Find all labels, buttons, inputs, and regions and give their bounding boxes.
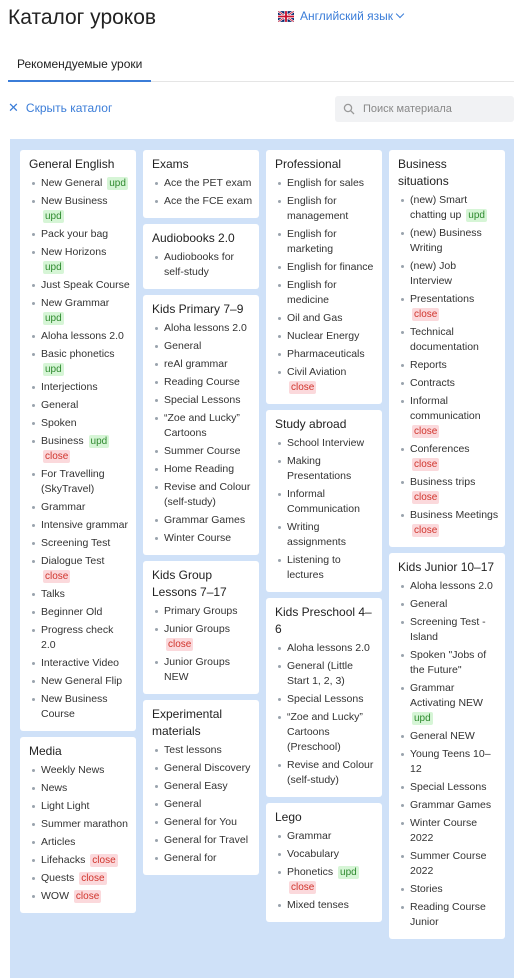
lesson-label: Beginner Old — [41, 606, 103, 618]
lesson-label: Winter Course 2022 — [410, 817, 478, 844]
lesson-label: Quests — [41, 872, 75, 884]
category-card — [389, 150, 505, 547]
lesson-item[interactable] — [398, 226, 499, 256]
lesson-label: School Interview — [287, 437, 365, 449]
lesson-label: Summer Course 2022 — [410, 850, 487, 877]
lesson-list — [29, 176, 130, 722]
lesson-item[interactable] — [275, 641, 376, 656]
lesson-label: Reading Course Junior — [410, 901, 486, 928]
close-badge: close — [92, 855, 116, 866]
lesson-item[interactable] — [29, 296, 130, 326]
lesson-item[interactable] — [275, 659, 376, 689]
lesson-item[interactable] — [275, 227, 376, 257]
lesson-item[interactable] — [275, 847, 376, 862]
lesson-item[interactable] — [152, 250, 253, 280]
lesson-item[interactable] — [29, 554, 130, 584]
lesson-label: English for marketing — [287, 228, 337, 255]
lesson-item[interactable] — [398, 292, 499, 322]
lesson-item[interactable] — [152, 375, 253, 390]
catalog-toolbar — [8, 96, 514, 124]
lesson-label: WOW — [41, 890, 69, 902]
lesson-item[interactable] — [398, 882, 499, 897]
lesson-item[interactable] — [275, 692, 376, 707]
close-badge: close — [291, 382, 315, 393]
lesson-item[interactable] — [398, 508, 499, 538]
lesson-label: General (Little Start 1, 2, 3) — [287, 660, 353, 687]
lesson-label: Civil Aviation — [287, 366, 347, 378]
lesson-item[interactable] — [275, 176, 376, 191]
close-badge: close — [414, 525, 438, 536]
lesson-item[interactable] — [152, 622, 253, 652]
lesson-item[interactable] — [152, 357, 253, 372]
lesson-label: Articles — [41, 836, 76, 848]
lesson-item[interactable] — [152, 393, 253, 408]
page-title: Каталог уроков — [8, 6, 157, 29]
lesson-item[interactable] — [398, 798, 499, 813]
category-title: Kids Preschool 4–6 — [275, 605, 372, 636]
lesson-list — [29, 763, 130, 904]
lesson-label: Informal communication — [410, 395, 481, 422]
lesson-item[interactable] — [152, 321, 253, 336]
lesson-item[interactable] — [152, 779, 253, 794]
lesson-item[interactable] — [152, 176, 253, 191]
lesson-item[interactable] — [152, 761, 253, 776]
lesson-item[interactable] — [152, 851, 253, 866]
lesson-item[interactable] — [29, 467, 130, 497]
upd-badge: upd — [414, 713, 431, 724]
category-title: Kids Junior 10–17 — [398, 560, 495, 574]
lesson-item[interactable] — [29, 656, 130, 671]
lesson-item[interactable] — [275, 278, 376, 308]
lesson-item[interactable] — [152, 743, 253, 758]
lesson-item[interactable] — [29, 835, 130, 850]
lesson-item[interactable] — [152, 462, 253, 477]
lesson-label: Aloha lessons 2.0 — [287, 642, 370, 654]
tab-recommended-lessons[interactable]: Рекомендуемые уроки — [8, 48, 151, 82]
lesson-item[interactable] — [275, 194, 376, 224]
lesson-label: Reading Course — [164, 376, 240, 388]
upd-badge: upd — [45, 262, 62, 273]
lesson-item[interactable] — [29, 194, 130, 224]
lesson-item[interactable] — [398, 193, 499, 223]
lesson-label: “Zoe and Lucky” Cartoons — [164, 412, 240, 439]
lesson-label: Ace the PET exam — [164, 177, 252, 189]
lesson-item[interactable] — [29, 853, 130, 868]
lesson-label: General NEW — [410, 730, 475, 742]
page-header — [8, 6, 508, 36]
lesson-item[interactable] — [29, 781, 130, 796]
close-badge: close — [45, 571, 69, 582]
lesson-item[interactable] — [29, 799, 130, 814]
lesson-label: Technical documentation — [410, 326, 479, 353]
lesson-label: Presentations — [410, 293, 475, 305]
lesson-list — [275, 436, 376, 583]
lesson-label: Spoken "Jobs of the Future" — [410, 649, 487, 676]
uk-flag-icon — [278, 11, 294, 22]
lesson-item[interactable] — [29, 380, 130, 395]
category-title: Media — [29, 744, 62, 758]
lesson-label: General for — [164, 852, 217, 864]
lesson-item[interactable] — [275, 520, 376, 550]
lesson-item[interactable] — [275, 487, 376, 517]
lesson-item[interactable] — [29, 500, 130, 515]
search-box — [335, 96, 514, 122]
lesson-item[interactable] — [152, 513, 253, 528]
lesson-item[interactable] — [398, 648, 499, 678]
lesson-label: “Zoe and Lucky” Cartoons (Preschool) — [287, 711, 363, 753]
lesson-label: Aloha lessons 2.0 — [41, 330, 124, 342]
lesson-label: General — [41, 399, 79, 411]
upd-badge: upd — [45, 313, 62, 324]
lesson-item[interactable] — [152, 444, 253, 459]
lesson-label: Ace the FCE exam — [164, 195, 253, 207]
lesson-label: Lifehacks — [41, 854, 86, 866]
close-badge: close — [414, 309, 438, 320]
search-icon — [343, 103, 355, 115]
lesson-item[interactable] — [398, 615, 499, 645]
lesson-label: General — [164, 798, 202, 810]
category-card — [143, 224, 259, 289]
lesson-item[interactable] — [398, 325, 499, 355]
lesson-label: (new) Smart chatting up — [410, 194, 468, 221]
lesson-label: (new) Business Writing — [410, 227, 482, 254]
category-card — [20, 737, 136, 913]
category-card — [266, 410, 382, 592]
hide-catalog-label: Скрыть каталог — [25, 101, 113, 115]
lesson-item[interactable] — [398, 681, 499, 726]
lesson-item[interactable] — [29, 329, 130, 344]
lesson-label: Junior Groups NEW — [164, 656, 230, 683]
lesson-label: reAl grammar — [164, 358, 228, 370]
upd-badge: upd — [109, 178, 126, 189]
close-badge: close — [168, 639, 192, 650]
lesson-label: New Business — [41, 195, 108, 207]
category-card — [389, 553, 505, 939]
lesson-list — [398, 579, 499, 930]
category-title: Professional — [275, 157, 342, 171]
upd-badge: upd — [45, 364, 62, 375]
category-card — [143, 561, 259, 694]
lesson-item[interactable] — [29, 176, 130, 191]
lesson-label: Nuclear Energy — [287, 330, 360, 342]
lesson-label: Special Lessons — [287, 693, 364, 705]
lesson-item[interactable] — [398, 259, 499, 289]
lesson-item[interactable] — [398, 747, 499, 777]
close-badge: close — [75, 891, 100, 902]
lesson-label: Spoken — [41, 417, 77, 429]
lesson-label: Grammar Games — [164, 514, 246, 526]
lesson-label: Pack your bag — [41, 228, 109, 240]
category-title: Experimental materials — [152, 707, 223, 738]
lesson-item[interactable] — [275, 365, 376, 395]
lesson-label: Screening Test - Island — [410, 616, 486, 643]
lesson-list — [152, 176, 253, 209]
lesson-item[interactable] — [275, 865, 376, 895]
lesson-item[interactable] — [29, 245, 130, 275]
lesson-label: Aloha lessons 2.0 — [410, 580, 493, 592]
lesson-item[interactable] — [29, 416, 130, 431]
language-selector[interactable] — [278, 9, 403, 23]
chevron-down-icon — [396, 10, 404, 18]
lesson-label: Grammar — [41, 501, 86, 513]
lesson-item[interactable] — [29, 347, 130, 377]
lesson-item[interactable] — [398, 597, 499, 612]
lesson-label: Mixed tenses — [287, 899, 349, 911]
lesson-item[interactable] — [398, 849, 499, 879]
catalog-column — [20, 150, 136, 919]
lesson-item[interactable] — [398, 729, 499, 744]
lesson-label: General for Travel — [164, 834, 249, 846]
lesson-item[interactable] — [29, 871, 130, 886]
lesson-item[interactable] — [29, 587, 130, 602]
lesson-label: For Travelling (SkyTravel) — [41, 468, 105, 495]
lesson-item[interactable] — [152, 655, 253, 685]
category-title: Kids Group Lessons 7–17 — [152, 568, 227, 599]
category-title: Exams — [152, 157, 189, 171]
lesson-label: Progress check 2.0 — [41, 624, 114, 651]
lesson-item[interactable] — [152, 531, 253, 546]
lesson-item[interactable] — [29, 536, 130, 551]
category-title: Kids Primary 7–9 — [152, 302, 244, 316]
lesson-label: English for finance — [287, 261, 374, 273]
lesson-label: General Easy — [164, 780, 228, 792]
lesson-item[interactable] — [29, 398, 130, 413]
upd-badge: upd — [468, 210, 485, 221]
lesson-label: Informal Communication — [287, 488, 360, 515]
lesson-label: New Business Course — [41, 693, 108, 720]
lesson-list — [152, 250, 253, 280]
lesson-item[interactable] — [29, 434, 130, 464]
category-card — [143, 700, 259, 875]
lesson-item[interactable] — [275, 436, 376, 451]
lesson-label: Intensive grammar — [41, 519, 128, 531]
upd-badge: upd — [90, 436, 108, 447]
lesson-item[interactable] — [275, 260, 376, 275]
lesson-label: New General Flip — [41, 675, 123, 687]
lesson-item[interactable] — [275, 553, 376, 583]
lesson-item[interactable] — [29, 692, 130, 722]
lesson-label: General for You — [164, 816, 237, 828]
lesson-label: Making Presentations — [287, 455, 352, 482]
lesson-item[interactable] — [152, 797, 253, 812]
catalog-column — [143, 150, 259, 881]
lesson-item[interactable] — [398, 376, 499, 391]
lesson-label: Special Lessons — [164, 394, 241, 406]
lesson-label: Oil and Gas — [287, 312, 343, 324]
category-card — [20, 150, 136, 731]
close-badge: close — [414, 459, 438, 470]
category-title: Audiobooks 2.0 — [152, 231, 235, 245]
lesson-item[interactable] — [29, 278, 130, 293]
lesson-item[interactable] — [29, 763, 130, 778]
lesson-label: Business Meetings — [410, 509, 499, 521]
lesson-list — [398, 193, 499, 538]
lesson-label: Interjections — [41, 381, 98, 393]
lesson-label: Stories — [410, 883, 443, 895]
lesson-item[interactable] — [152, 815, 253, 830]
category-card — [143, 295, 259, 555]
category-title: Business situations — [398, 157, 449, 188]
lesson-label: Summer Course — [164, 445, 241, 457]
category-card — [266, 803, 382, 922]
lesson-label: Junior Groups — [164, 623, 230, 635]
lesson-label: Revise and Colour (self-study) — [164, 481, 251, 508]
lesson-label: News — [41, 782, 68, 794]
lesson-label: Writing assignments — [287, 521, 346, 548]
lesson-label: Aloha lessons 2.0 — [164, 322, 247, 334]
lesson-label: General Discovery — [164, 762, 251, 774]
lesson-item[interactable] — [398, 475, 499, 505]
close-badge: close — [45, 451, 69, 462]
lesson-label: Interactive Video — [41, 657, 120, 669]
lesson-list — [275, 641, 376, 788]
tab-bar — [8, 48, 514, 82]
lesson-list — [152, 321, 253, 546]
lesson-label: English for medicine — [287, 279, 337, 306]
lesson-item[interactable] — [275, 758, 376, 788]
catalog-column — [266, 150, 382, 928]
hide-catalog-button[interactable] — [8, 100, 112, 116]
lesson-item[interactable] — [152, 480, 253, 510]
lesson-item[interactable] — [29, 623, 130, 653]
lesson-label: Talks — [41, 588, 65, 600]
lesson-item[interactable] — [398, 442, 499, 472]
lesson-item[interactable] — [29, 889, 130, 904]
lesson-item[interactable] — [398, 579, 499, 594]
lesson-label: New Horizons — [41, 246, 107, 258]
lesson-label: Light Light — [41, 800, 90, 812]
category-title: Study abroad — [275, 417, 347, 431]
lesson-item[interactable] — [398, 358, 499, 373]
lesson-item[interactable] — [275, 329, 376, 344]
category-title: General English — [29, 157, 115, 171]
lesson-label: Listening to lectures — [287, 554, 341, 581]
lesson-label: Basic phonetics — [41, 348, 115, 360]
lesson-item[interactable] — [29, 674, 130, 689]
lesson-label: Audiobooks for self-study — [164, 251, 235, 278]
close-badge: close — [414, 492, 438, 503]
lesson-label: Just Speak Course — [41, 279, 130, 291]
lesson-label: Screening Test — [41, 537, 111, 549]
lesson-item[interactable] — [152, 604, 253, 619]
lesson-item[interactable] — [275, 311, 376, 326]
upd-badge: upd — [340, 867, 357, 878]
lesson-item[interactable] — [398, 394, 499, 439]
lesson-label: Home Reading — [164, 463, 235, 475]
lesson-item[interactable] — [152, 194, 253, 209]
lesson-label: Dialogue Test — [41, 555, 105, 567]
lesson-label: Conferences — [410, 443, 470, 455]
lesson-item[interactable] — [152, 339, 253, 354]
lesson-label: Business — [41, 435, 84, 447]
category-card — [266, 150, 382, 404]
lesson-label: Business trips — [410, 476, 476, 488]
lesson-label: Special Lessons — [410, 781, 487, 793]
lesson-label: Pharmaceuticals — [287, 348, 365, 360]
upd-badge: upd — [45, 211, 62, 222]
close-badge: close — [414, 426, 438, 437]
category-title: Lego — [275, 810, 302, 824]
lesson-label: Summer marathon — [41, 818, 128, 830]
category-card — [143, 150, 259, 218]
language-label: Английский язык — [300, 9, 394, 23]
lesson-item[interactable] — [152, 411, 253, 441]
lesson-item[interactable] — [275, 898, 376, 913]
lesson-list — [152, 604, 253, 685]
search-input[interactable] — [363, 103, 503, 115]
lesson-label: Primary Groups — [164, 605, 238, 617]
catalog-area — [10, 139, 514, 978]
lesson-label: Test lessons — [164, 744, 222, 756]
lesson-label: Vocabulary — [287, 848, 339, 860]
lesson-label: Grammar Games — [410, 799, 492, 811]
lesson-label: Contracts — [410, 377, 455, 389]
lesson-label: New Grammar — [41, 297, 110, 309]
lesson-item[interactable] — [152, 833, 253, 848]
lesson-item[interactable] — [398, 780, 499, 795]
lesson-label: Grammar Activating NEW — [410, 682, 483, 709]
lesson-label: English for sales — [287, 177, 365, 189]
lesson-list — [152, 743, 253, 866]
lesson-item[interactable] — [29, 605, 130, 620]
lesson-label: English for management — [287, 195, 349, 222]
lesson-label: Revise and Colour (self-study) — [287, 759, 374, 786]
lesson-item[interactable] — [275, 454, 376, 484]
lesson-list — [275, 829, 376, 913]
lesson-label: Phonetics — [287, 866, 334, 878]
lesson-label: (new) Job Interview — [410, 260, 457, 287]
lesson-label: General — [164, 340, 202, 352]
catalog-column — [389, 150, 505, 945]
lesson-item[interactable] — [275, 829, 376, 844]
lesson-label: Young Teens 10–12 — [410, 748, 491, 775]
lesson-item[interactable] — [29, 227, 130, 242]
lesson-item[interactable] — [29, 518, 130, 533]
close-icon: ✕ — [8, 100, 19, 115]
close-badge: close — [81, 873, 105, 884]
lesson-item[interactable] — [398, 816, 499, 846]
close-badge: close — [291, 882, 315, 893]
lesson-item[interactable] — [29, 817, 130, 832]
lesson-label: New General — [41, 177, 103, 189]
lesson-item[interactable] — [398, 900, 499, 930]
lesson-label: Weekly News — [41, 764, 105, 776]
lesson-item[interactable] — [275, 347, 376, 362]
category-card — [266, 598, 382, 797]
lesson-label: General — [410, 598, 448, 610]
lesson-item[interactable] — [275, 710, 376, 755]
lesson-label: Reports — [410, 359, 447, 371]
lesson-label: Grammar — [287, 830, 332, 842]
lesson-label: Winter Course — [164, 532, 232, 544]
lesson-list — [275, 176, 376, 395]
